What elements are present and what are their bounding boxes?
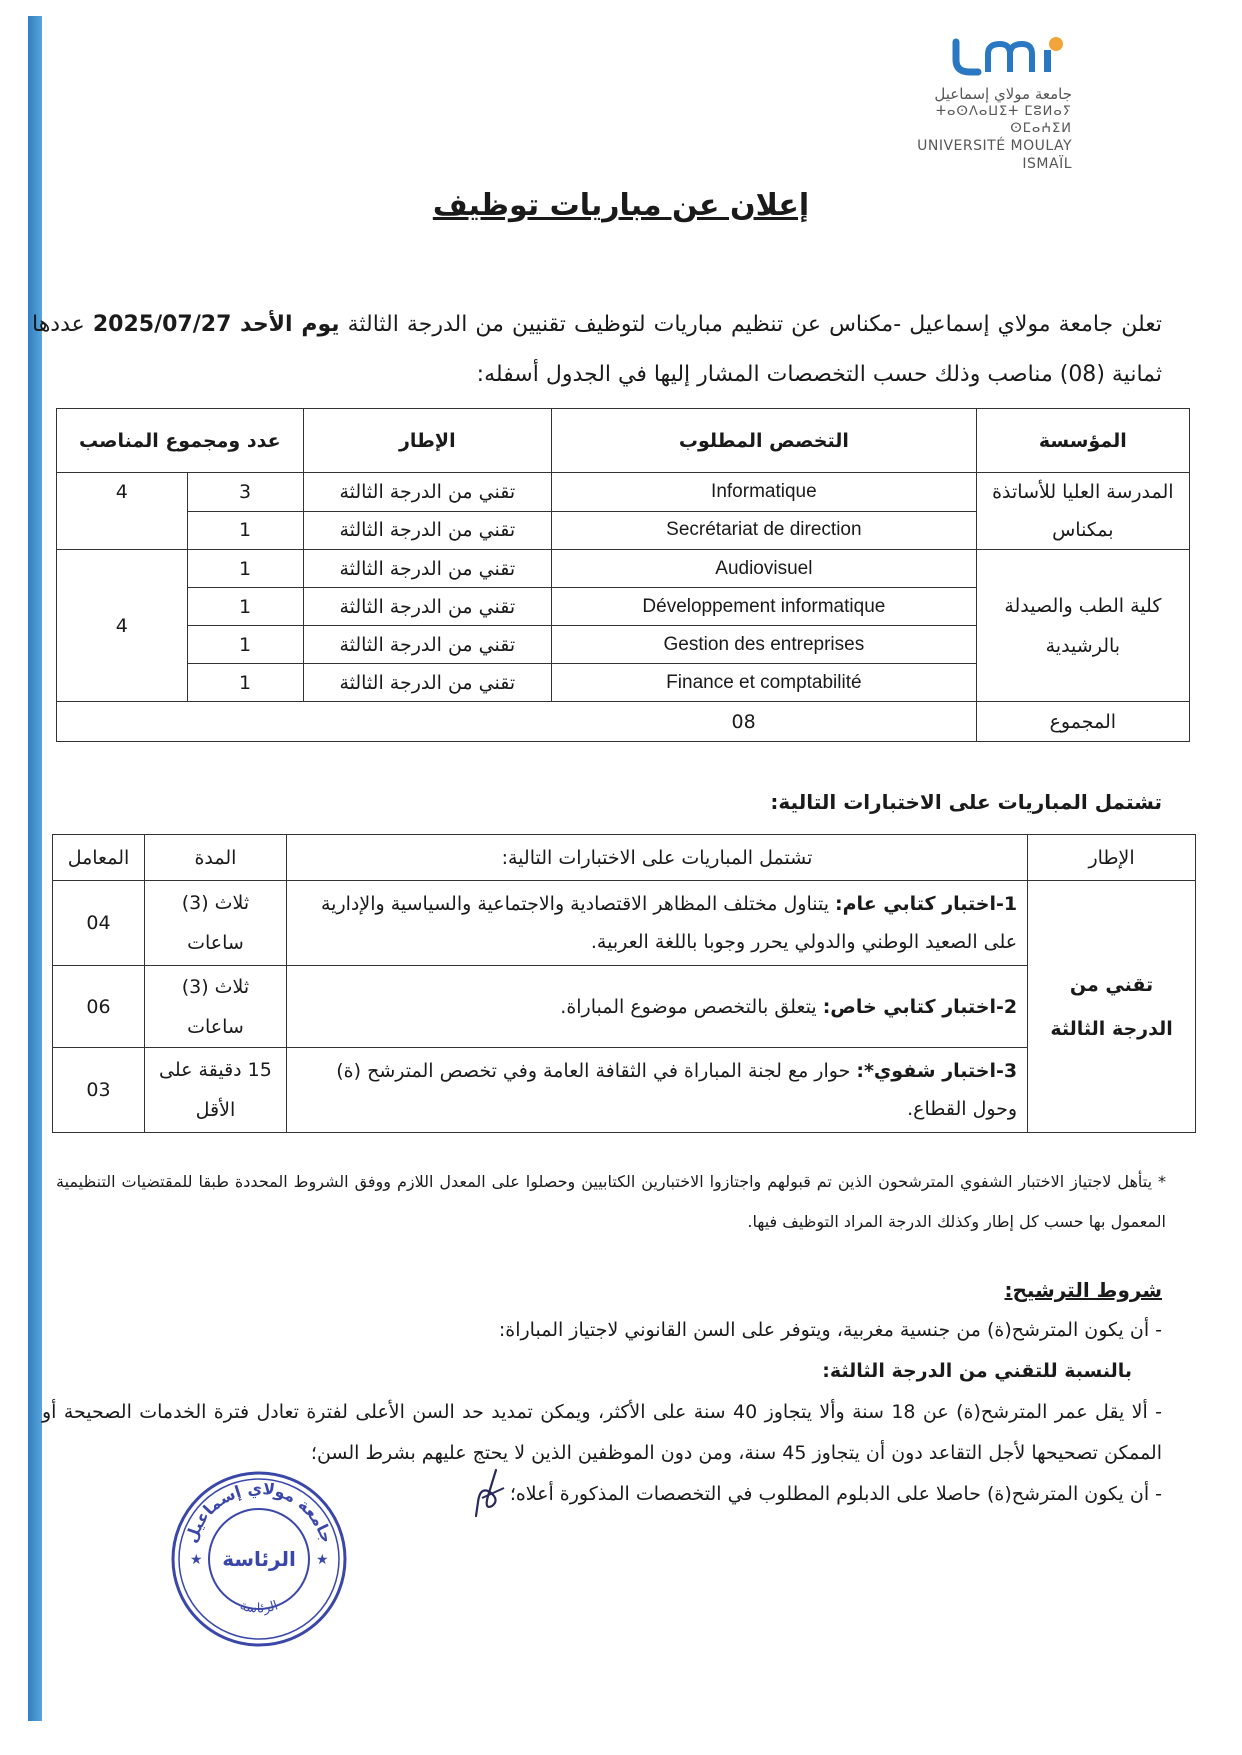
header-coef: المعامل — [53, 835, 145, 881]
exams-header-row — [53, 835, 1196, 881]
framework-cell: تقني من الدرجة الثالثة — [303, 511, 552, 550]
table-row — [53, 966, 1196, 1048]
total-row — [57, 702, 1190, 742]
specialty-cell: Développement informatique — [552, 588, 977, 626]
header-exams: تشتمل المباريات على الاختبارات التالية: — [286, 835, 1027, 881]
count-cell: 1 — [187, 511, 303, 550]
positions-header-row — [57, 409, 1190, 473]
positions-table — [56, 408, 1190, 742]
count-cell: 1 — [187, 626, 303, 664]
count-cell: 3 — [187, 473, 303, 512]
header-framework: الإطار — [1028, 835, 1196, 881]
exam-coef: 04 — [53, 881, 145, 966]
condition-item: - ألا يقل عمر المترشح(ة) عن 18 سنة وألا يتجاوز 40 سنة على الأكثر، ويمكن تمديد حد السن الأعلى لفترة تعادل فترة الخدمات الصحيحة أو الممكن تصحيحها لأجل التقاعد دون أن يتجاوز 45 سنة، ومن دون الموظفين الذين لا يحتج عليهم بشرط السن؛ — [42, 1401, 1163, 1464]
table-row — [53, 1048, 1196, 1133]
stamp-bottom-text: الرئاسة — [238, 1598, 281, 1617]
logo-mark — [902, 36, 1072, 83]
umi-logo-icon — [952, 36, 1072, 76]
logo-arabic-name: جامعة مولاي إسماعيل — [934, 85, 1072, 103]
stamp-ring-text: جامعة مولاي إسماعيل — [181, 1478, 337, 1546]
header-framework: الإطار — [303, 409, 552, 473]
exam-duration: ثلاث (3) ساعات — [145, 881, 287, 966]
condition-item: - أن يكون المترشح(ة) من جنسية مغربية، ويتوفر على السن القانوني لاجتياز المباراة: — [498, 1319, 1162, 1341]
exam-description — [286, 881, 1027, 966]
exam-desc: حوار مع لجنة المباراة في الثقافة العامة وفي تخصص المترشح (ة) وحول القطاع. — [336, 1060, 1018, 1120]
specialty-cell: Gestion des entreprises — [552, 626, 977, 664]
page-title: إعلان عن مباريات توظيف — [432, 188, 810, 223]
exam-description — [286, 966, 1027, 1048]
count-cell: 1 — [187, 550, 303, 588]
exam-title: 3-اختبار شفوي*: — [856, 1060, 1018, 1082]
oral-exam-note: * يتأهل لاجتياز الاختبار الشفوي المترشحون الذين تم قبولهم واجتازوا الاختبارين الكتابيين وحصلوا على المعدل اللازم ووفق الشروط المحددة طبقا للمقتضيات التنظيمية المعمول بها حسب كل إطار وكذلك الدرجة المراد التوظيف فيها. — [56, 1172, 1166, 1231]
exam-coef: 03 — [53, 1048, 145, 1133]
header-duration: المدة — [145, 835, 287, 881]
specialty-cell: Secrétariat de direction — [552, 511, 977, 550]
framework-cell: تقني من الدرجة الثالثة — [303, 550, 552, 588]
header-institution: المؤسسة — [976, 409, 1189, 473]
intro-date: يوم الأحد 2025/07/27 — [92, 312, 340, 337]
exam-title: 2-اختبار كتابي خاص: — [822, 995, 1018, 1018]
exam-title: 1-اختبار كتابي عام: — [835, 893, 1018, 915]
official-stamp — [168, 1468, 350, 1650]
count-cell: 1 — [187, 664, 303, 702]
exam-duration: 15 دقيقة على الأقل — [145, 1048, 287, 1133]
stamp-star-icon: ★ — [316, 1552, 329, 1568]
framework-cell: تقني من الدرجة الثالثة — [303, 626, 552, 664]
logo-french-name: UNIVERSITÉ MOULAY ISMAÏL — [917, 138, 1072, 172]
exam-framework-cell: تقني من الدرجة الثالثة — [1028, 881, 1196, 1133]
intro-text-a: تعلن جامعة مولاي إسماعيل -مكناس عن تنظيم مباريات لتوظيف تقنيين من الدرجة الثالثة — [339, 312, 1162, 337]
intro-text-c: عددها ثمانية (08) مناصب وذلك حسب التخصصات المشار إليها في الجدول أسفله: — [32, 312, 1162, 387]
specialty-cell: Informatique — [552, 473, 977, 512]
framework-cell: تقني من الدرجة الثالثة — [303, 664, 552, 702]
logo-tifinagh-name: ⵜⴰⵙⴷⴰⵡⵉⵜ ⵎⵓⵍⴰⵢ ⵙⵎⴰⵄⵉⵍ — [936, 104, 1072, 136]
specialty-cell: Finance et comptabilité — [552, 664, 977, 702]
framework-cell: تقني من الدرجة الثالثة — [303, 588, 552, 626]
exams-table — [52, 834, 1196, 1133]
stamp-star-icon: ★ — [190, 1552, 203, 1568]
intro-paragraph — [32, 300, 1162, 400]
exam-duration: ثلاث (3) ساعات — [145, 966, 287, 1048]
exams-intro: تشتمل المباريات على الاختبارات التالية: — [770, 790, 1162, 814]
institution-cell: كلية الطب والصيدلة بالرشيدية — [976, 550, 1189, 702]
stamp-inner-text: الرئاسة — [222, 1547, 296, 1571]
exam-coef: 06 — [53, 966, 145, 1048]
university-logo — [902, 36, 1072, 173]
header-specialty: التخصص المطلوب — [552, 409, 977, 473]
table-row — [57, 473, 1190, 512]
signature-mark-icon — [470, 1466, 510, 1520]
group-total-cell: 4 — [57, 473, 188, 550]
table-row — [57, 550, 1190, 588]
exam-description — [286, 1048, 1027, 1133]
total-label: المجموع — [976, 702, 1189, 742]
exam-desc: يتناول مختلف المظاهر الاقتصادية والاجتماعية والسياسية والإدارية على الصعيد الوطني والدولي يحرر وجوبا باللغة العربية. — [321, 893, 1018, 953]
condition-item: - أن يكون المترشح(ة) حاصلا على الدبلوم المطلوب في التخصصات المذكورة أعلاه؛ — [509, 1483, 1162, 1505]
condition-subheading: بالنسبة للتقني من الدرجة الثالثة: — [822, 1360, 1132, 1382]
total-value: 08 — [57, 702, 977, 742]
left-accent-bar — [28, 16, 42, 1721]
specialty-cell: Audiovisuel — [552, 550, 977, 588]
exam-desc: يتعلق بالتخصص موضوع المباراة. — [560, 995, 823, 1018]
header-count: عدد ومجموع المناصب — [57, 409, 304, 473]
table-row — [53, 881, 1196, 966]
count-cell: 1 — [187, 588, 303, 626]
conditions-heading: شروط الترشيح: — [1004, 1278, 1162, 1302]
group-total-cell: 4 — [57, 550, 188, 702]
framework-cell: تقني من الدرجة الثالثة — [303, 473, 552, 512]
institution-cell: المدرسة العليا للأساتذة بمكناس — [976, 473, 1189, 550]
